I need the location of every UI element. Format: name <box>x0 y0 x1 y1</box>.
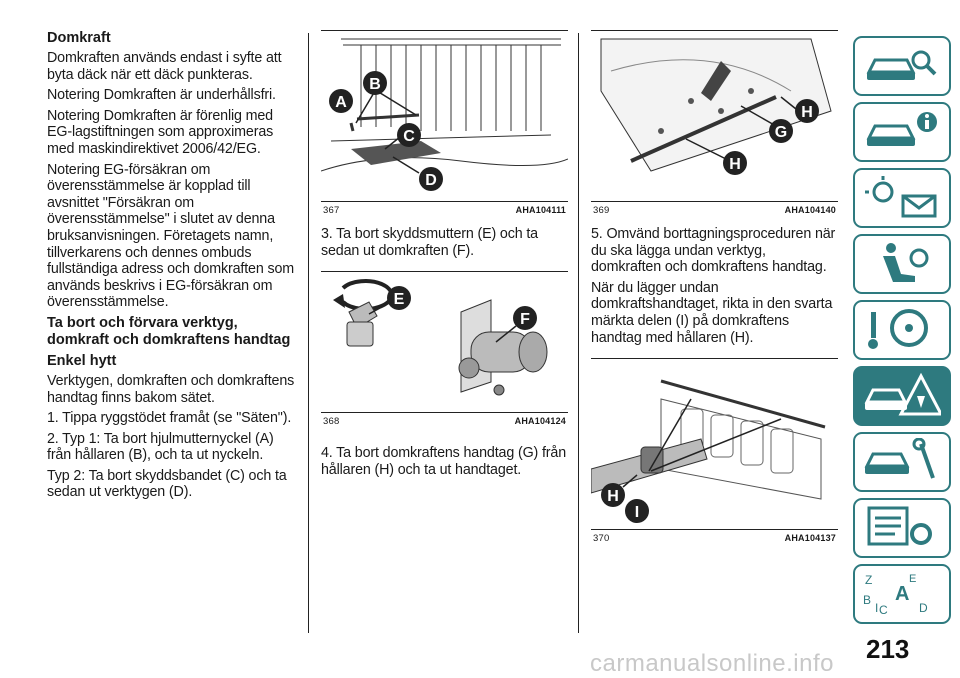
figure-367 <box>321 31 568 216</box>
paragraph: Verktygen, domkraften och domkraftens handtag finns bakom sätet. <box>47 372 295 406</box>
text-column-1 <box>47 30 299 505</box>
figure-369 <box>591 31 838 216</box>
figure-label: G <box>774 124 788 141</box>
figure-caption <box>591 530 838 544</box>
tab-car-info[interactable] <box>853 102 951 162</box>
index-letter: I <box>875 601 879 615</box>
figure-370 <box>591 359 838 544</box>
column-divider <box>308 33 309 633</box>
index-letter: A <box>895 583 910 605</box>
section-heading: Ta bort och förvara verktyg, domkraft och domkraftens handtag <box>47 314 291 348</box>
figure-369-illustration <box>591 31 838 201</box>
figure-caption <box>321 202 568 216</box>
figure-caption <box>591 202 838 216</box>
car-tools-icon <box>861 438 941 484</box>
figure-370-illustration <box>591 359 838 529</box>
figure-368-illustration <box>321 272 568 412</box>
step-paragraph: 1. Tippa ryggstödet framåt (se "Säten"). <box>47 410 292 427</box>
alphabet-index-icon <box>861 570 941 616</box>
note-paragraph: Notering Domkraften är underhållsfri. <box>47 87 276 104</box>
text-column-2 <box>321 30 568 482</box>
figure-label: E <box>393 291 405 309</box>
figure-number: 368 <box>323 416 340 428</box>
step-paragraph: 4. Ta bort domkraftens handtag (G) från hållaren (H) och ta ut handtaget. <box>321 445 567 478</box>
index-letter: E <box>909 573 917 585</box>
steering-key-icon <box>861 306 941 352</box>
car-info-icon <box>861 108 941 154</box>
figure-label: A <box>335 94 347 111</box>
step-paragraph: 2. Typ 1: Ta bort hjulmutternyckel (A) från hållaren (B), och ta ut nyckeln. <box>47 430 274 464</box>
figure-label: H <box>607 488 619 506</box>
step-paragraph: 5. Omvänd borttagningsproceduren när du ska lägga undan verktyg, domkraften och domkraftens handtag. <box>591 226 836 276</box>
figure-code: AHA104140 <box>784 205 836 215</box>
tab-car-tools[interactable] <box>853 432 951 492</box>
figure-caption <box>321 413 568 427</box>
tab-warning-lights[interactable] <box>853 168 951 228</box>
note-paragraph: Notering Domkraften är förenlig med EG-lagstiftningen som approximeras med maskindirektivet 2006/42/EG. <box>47 107 274 157</box>
figure-368 <box>321 272 568 427</box>
paragraph: Domkraften används endast i syfte att byta däck när ett däck punkteras. <box>47 50 282 83</box>
watermark: carmanualsonline.info <box>590 650 834 677</box>
index-letter: B <box>863 593 872 607</box>
figure-label: C <box>403 128 415 145</box>
figure-code: AHA104137 <box>784 533 836 544</box>
chapter-tabs <box>853 36 953 630</box>
index-letter: D <box>919 601 928 615</box>
index-letter: C <box>879 603 888 616</box>
figure-label: D <box>425 172 437 189</box>
tab-alphabetical-index[interactable] <box>853 564 951 624</box>
seat-airbag-icon <box>861 240 941 286</box>
figure-label: I <box>634 504 640 522</box>
text-column-3 <box>591 30 838 544</box>
figure-number: 370 <box>593 533 610 545</box>
paragraph: När du lägger undan domkraftshandtaget, rikta in den svarta märkta delen (I) på domkraftens handtag med hållaren (H). <box>591 279 833 346</box>
tab-seat-airbag[interactable] <box>853 234 951 294</box>
figure-number: 369 <box>593 205 610 216</box>
step-paragraph: Typ 2: Ta bort skyddsbandet (C) och ta sedan ut verktygen (D). <box>47 467 287 501</box>
figure-code: AHA104111 <box>515 205 566 215</box>
figure-label: B <box>369 76 381 93</box>
tab-specifications[interactable] <box>853 498 951 558</box>
note-paragraph: Notering EG-försäkran om överensstämmelse är kopplad till avsnittet "Försäkran om överensstämmelse" i slutet av denna bruksanvisningen. Företagets namn, tillverkarens och dennes ombuds fullständiga adress och domkraften som används beskrivs i EG-försäkran om överensstämmelse. <box>47 161 295 311</box>
car-search-icon <box>861 42 941 88</box>
tab-steering-key[interactable] <box>853 300 951 360</box>
index-letter: Z <box>865 573 873 587</box>
column-divider <box>578 33 579 633</box>
page-number: 213 <box>866 634 910 664</box>
specs-gear-icon <box>861 504 941 550</box>
figure-label: H <box>801 104 813 121</box>
figure-number: 367 <box>323 205 340 216</box>
figure-label: F <box>520 311 530 329</box>
figure-label: H <box>729 156 741 173</box>
figure-code: AHA104124 <box>514 416 566 427</box>
warning-lights-icon <box>861 174 941 220</box>
section-heading: Domkraft <box>47 30 111 46</box>
tab-breakdown[interactable] <box>853 366 951 426</box>
step-paragraph: 3. Ta bort skyddsmuttern (E) och ta sedan ut domkraften (F). <box>321 226 538 259</box>
figure-367-illustration <box>321 31 568 201</box>
tab-car-search[interactable] <box>853 36 951 96</box>
subsection-heading: Enkel hytt <box>47 352 117 369</box>
breakdown-triangle-icon <box>861 372 941 418</box>
